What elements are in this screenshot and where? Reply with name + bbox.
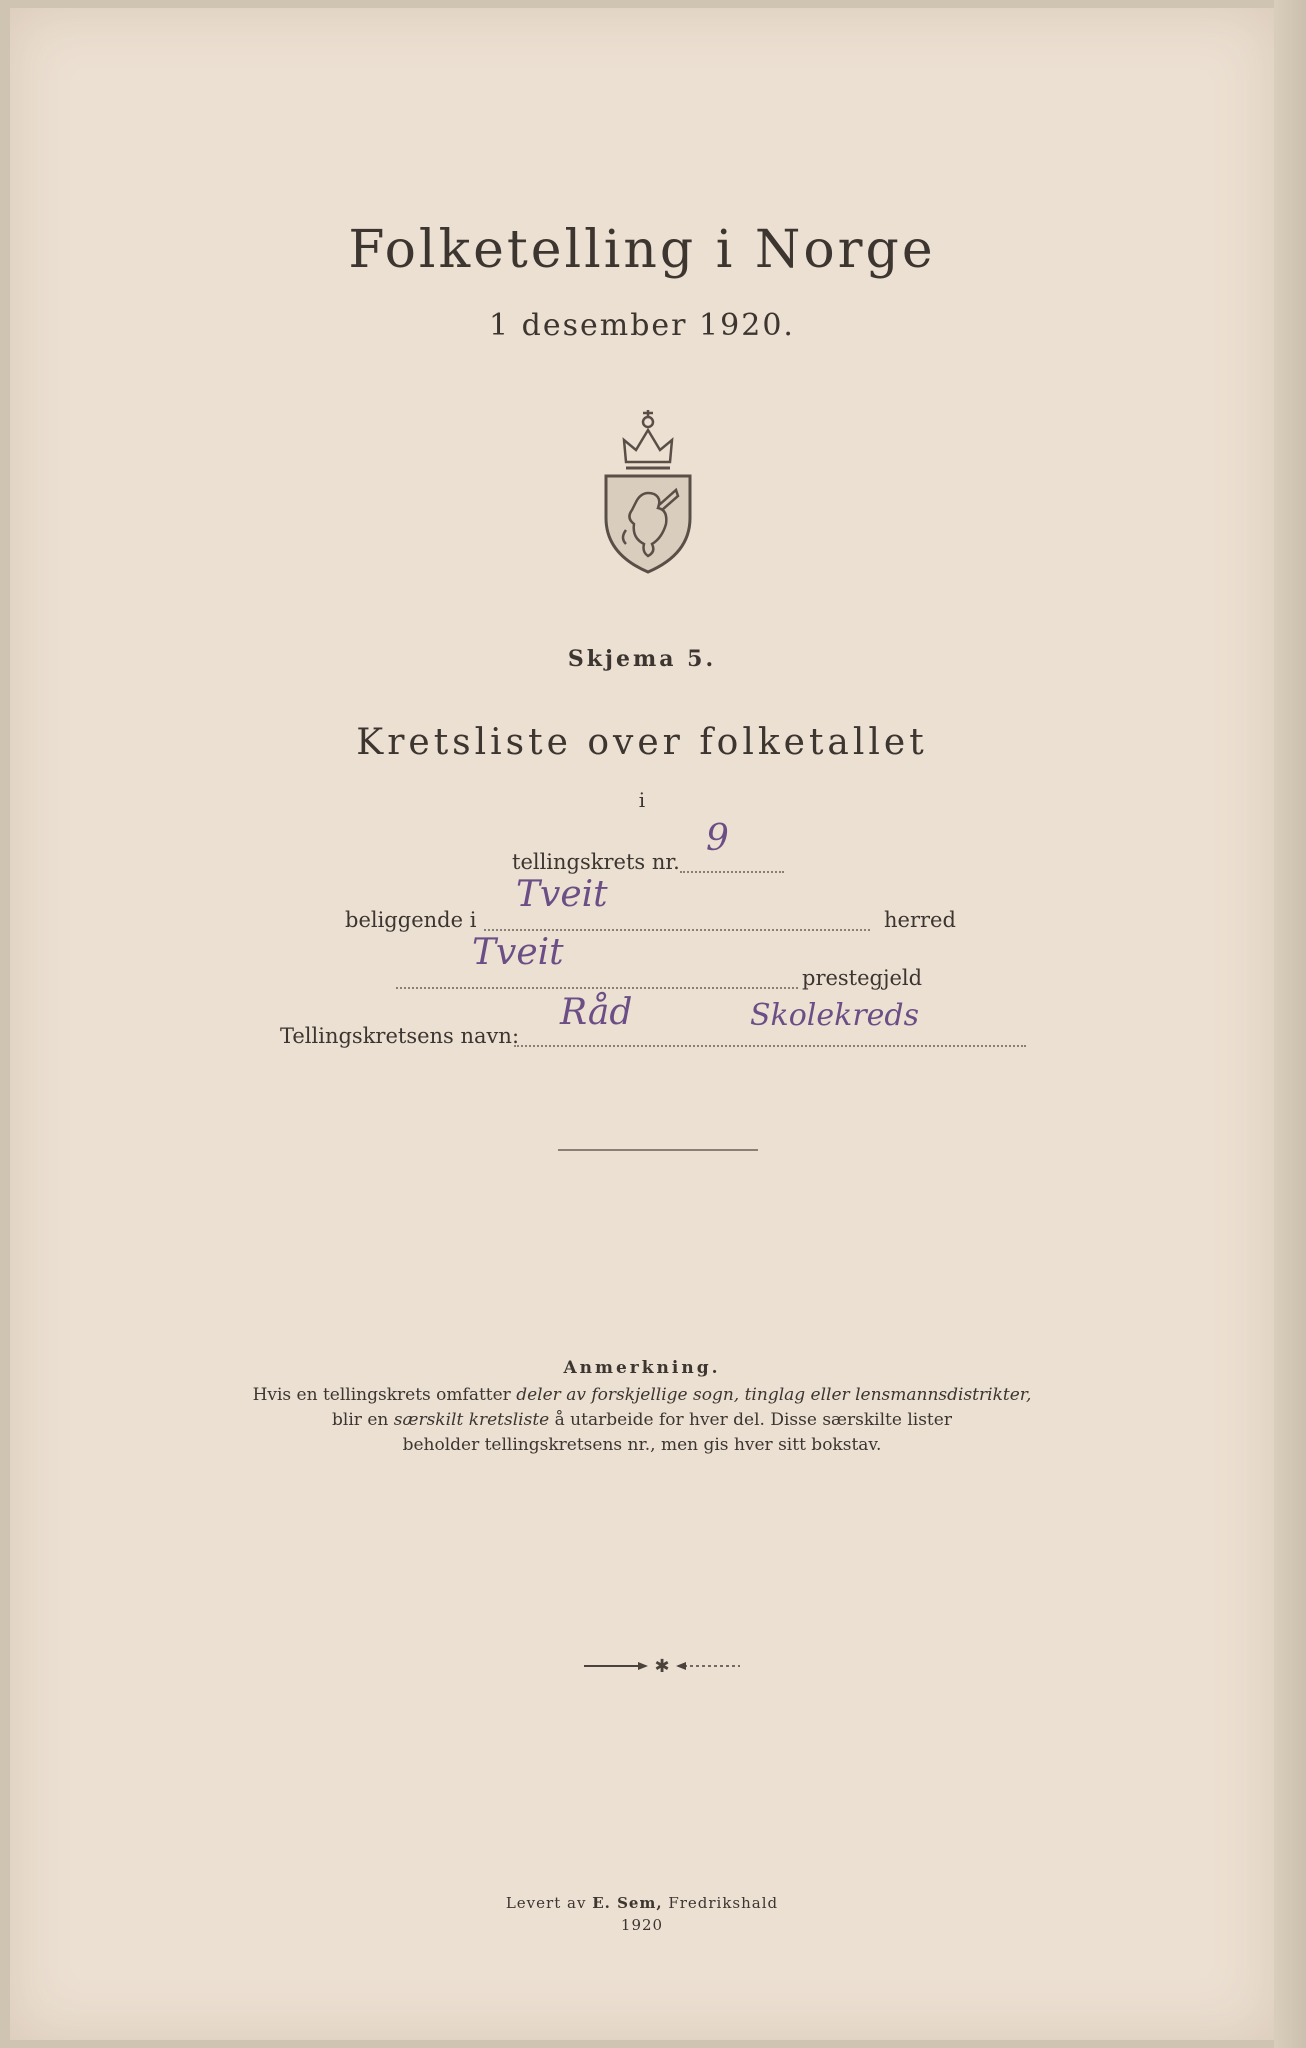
svg-text:✱: ✱	[654, 1656, 670, 1676]
printer-a: Levert av	[505, 1894, 593, 1912]
krets-field	[680, 843, 784, 873]
note-line-2-b: særskilt kretsliste	[393, 1410, 550, 1430]
census-date: 1 desember 1920.	[489, 308, 795, 343]
printer-name: E. Sem,	[592, 1894, 663, 1912]
printer-year: 1920	[620, 1916, 664, 1934]
prestegjeld-label: prestegjeld	[802, 966, 923, 990]
navn-label: Tellingskretsens navn:	[280, 1024, 520, 1048]
note-line-2-a: blir en	[332, 1410, 394, 1430]
printer-line	[10, 1894, 1274, 1912]
note-line-3: beholder tellingskretsens nr., men gis hver sitt bokstav.	[402, 1435, 882, 1455]
schema-number: Skjema 5.	[567, 646, 717, 672]
herred-value: Tveit	[516, 874, 608, 915]
prestegjeld-value: Tveit	[472, 932, 564, 973]
krets-value: 9	[706, 818, 729, 859]
document-title: Folketelling i Norge	[348, 220, 936, 280]
beliggende-label: beliggende i	[345, 908, 477, 932]
binding-edge	[1274, 0, 1306, 2048]
krets-label: tellingskrets nr.	[512, 850, 680, 874]
form-heading: Kretsliste over folketallet	[356, 722, 928, 763]
note-title: Anmerkning.	[563, 1358, 721, 1378]
note-line-1	[10, 1385, 1274, 1405]
navn-value: Råd	[560, 992, 633, 1033]
norwegian-coat-of-arms-icon	[596, 406, 700, 576]
navn-value-2: Skolekreds	[750, 998, 920, 1033]
note-line-1-a: Hvis en tellingskrets omfatter	[252, 1385, 517, 1405]
connector-word: i	[638, 788, 646, 812]
herred-label: herred	[884, 908, 956, 932]
divider-rule	[558, 1149, 758, 1151]
note-line-2	[10, 1410, 1274, 1430]
note-line-2-c: å utarbeide for hver del. Disse særskilte lister	[549, 1410, 952, 1430]
document-sheet	[10, 8, 1276, 2040]
printer-c: Fredrikshald	[662, 1894, 779, 1912]
note-line-1-b: deler av forskjellige sogn, tinglag eller lensmannsdistrikter,	[516, 1385, 1032, 1405]
star-ornament-icon	[582, 1656, 742, 1676]
prestegjeld-field	[396, 959, 798, 989]
